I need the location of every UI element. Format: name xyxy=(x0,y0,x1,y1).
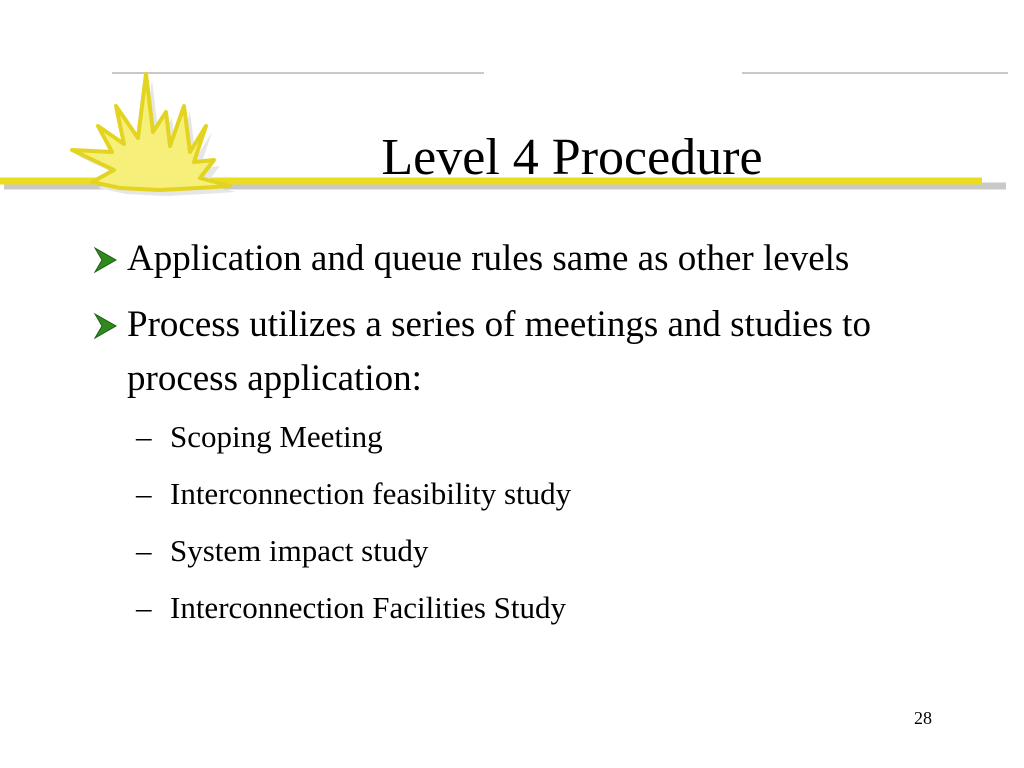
dash-marker: – xyxy=(136,590,152,625)
bullet-text: Application and queue rules same as other levels xyxy=(127,238,850,279)
bullet-item xyxy=(86,298,946,406)
bullet-list xyxy=(86,232,946,646)
arrow-bullet-icon xyxy=(89,245,119,275)
sub-bullet-list xyxy=(86,418,946,627)
arrow-bullet-icon xyxy=(89,311,119,341)
bullet-item xyxy=(86,232,946,286)
dash-marker: – xyxy=(136,533,152,568)
sub-bullet-item xyxy=(86,589,946,627)
dash-marker: – xyxy=(136,476,152,511)
sub-bullet-text: Interconnection feasibility study xyxy=(170,476,572,511)
sub-bullet-item xyxy=(86,475,946,513)
dash-marker: – xyxy=(136,419,152,454)
sub-bullet-text: System impact study xyxy=(170,533,429,568)
slide-title: Level 4 Procedure xyxy=(381,129,763,186)
sub-bullet-text: Interconnection Facilities Study xyxy=(170,590,567,625)
page-number: 28 xyxy=(914,708,932,728)
sub-bullet-item xyxy=(86,532,946,570)
sub-bullet-item xyxy=(86,418,946,456)
bullet-text: Process utilizes a series of meetings and studies to process application: xyxy=(127,304,871,399)
sub-bullet-text: Scoping Meeting xyxy=(170,419,383,454)
